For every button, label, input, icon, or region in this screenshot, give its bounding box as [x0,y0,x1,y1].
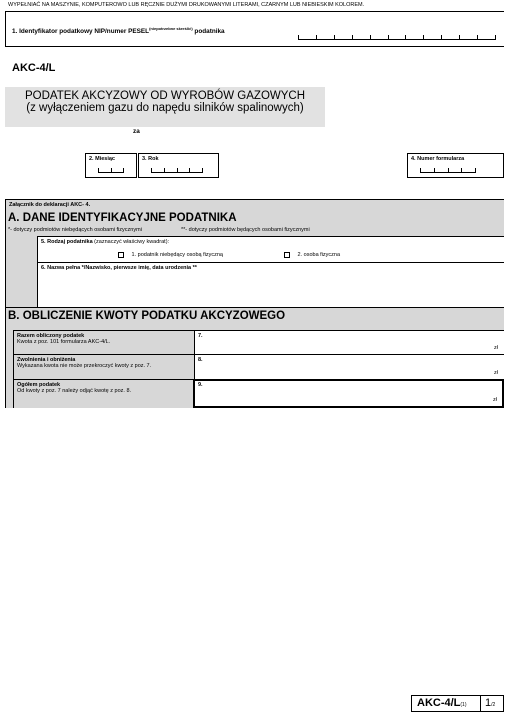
option-natural-person[interactable] [284,252,340,258]
attachment-note: Załącznik do deklaracji AKC- 4. [6,200,504,211]
row-9-amount-field[interactable] [193,379,504,408]
row-8-desc: Wykazana kwota nie może przekroczyć kwoty z poz. 7. [17,363,152,369]
section-a-note-1: *- dotyczy podmiotów niebędących osobami fizycznymi [8,227,142,233]
row-7-number: 7. [198,333,203,339]
comb-tick [316,35,317,39]
month-label: 2. Miesiąc [89,156,115,162]
row-7-unit: zł [494,345,498,351]
title-line-2: (z wyłączeniem gazu do napędu silników spalinowych) [26,102,304,114]
row-9-title: Ogółem podatek [17,382,61,388]
fill-instruction: WYPEŁNIAĆ NA MASZYNIE, KOMPUTEROWO LUB RĘCZNIE DUŻYMI DRUKOWANYMI LITERAMI, CZARNYM LUB NIEBIESKIM KOLOREM. [8,2,365,8]
comb-tick [177,168,178,172]
comb-tick [388,35,389,39]
comb-tick [405,35,406,39]
comb-tick [441,35,442,39]
comb-tick [448,168,449,172]
footer-form-code: AKC-4/L(1) [417,697,467,709]
comb-tick [495,35,496,39]
title-line-1: PODATEK AKCYZOWY OD WYROBÓW GAZOWYCH [24,90,306,102]
comb-tick [334,35,335,39]
row-9-desc: Od kwoty z poz. 7 należy odjąć kwotę z poz. 8. [17,388,132,394]
row-8-number: 8. [198,357,203,363]
comb-tick [164,168,165,172]
option-legal-entity-label: 1. podatnik niebędący osobą fizyczną [131,252,223,259]
comb-tick [434,168,435,172]
comb-tick [420,168,421,172]
option-natural-person-label: 2. osoba fizyczna [297,252,341,259]
footer-box [411,695,504,712]
nip-input[interactable] [298,35,496,40]
row-9-unit: zł [493,397,497,403]
comb-tick [123,168,124,172]
field-5-label: 5. Rodzaj podatnika (zaznaczyć właściwy kwadrat): [41,239,170,245]
comb-tick [461,168,462,172]
comb-tick [202,168,203,172]
section-a-heading: A. DANE IDENTYFIKACYJNE PODATNIKA [8,212,237,224]
section-a-note-2: **- dotyczy podmiotów będących osobami fizycznymi [181,227,310,233]
row-7-description [13,330,194,354]
form-number-input[interactable] [420,168,476,173]
row-8-title: Zwolnienia i obniżenia [17,357,76,363]
field-1-label: 1. Identyfikator podatkowy NIP/numer $PESEL^{(niepotrzebne skreślić)}$ podatnika [12,26,225,36]
year-input[interactable] [151,168,203,173]
comb-tick [459,35,460,39]
month-input[interactable] [98,168,124,173]
comb-tick [298,35,299,39]
comb-tick [151,168,152,172]
field-5-box [37,236,504,262]
row-7-amount-field[interactable] [194,330,504,354]
comb-tick [423,35,424,39]
section-b-heading: B. OBLICZENIE KWOTY PODATKU AKCYZOWEGO [8,310,286,322]
year-box[interactable] [138,153,219,178]
comb-tick [189,168,190,172]
row-9-description [13,379,194,408]
comb-tick [475,168,476,172]
field-1-box [5,11,504,47]
field-6-label: 6. Nazwa pełna */Nazwisko, pierwsze imię, data urodzenia ** [41,265,197,271]
row-8-description [13,354,194,379]
form-code: AKC-4/L [12,62,56,74]
comb-tick [477,35,478,39]
row-8-amount-field[interactable] [194,354,504,379]
form-number-box[interactable] [407,153,504,178]
row-7-desc: Kwota z poz. 101 formularza AKC-4/L. [17,339,111,345]
section-a-margin [6,236,37,307]
section-b-header [6,307,504,330]
comb-tick [352,35,353,39]
comb-tick [370,35,371,39]
section-b-margin [6,330,13,408]
za-label: za [133,128,140,135]
option-legal-entity-checkbox[interactable] [118,252,124,258]
row-7-title: Razem obliczony podatek [17,333,85,339]
month-box[interactable] [85,153,137,178]
section-a-header [6,211,504,236]
option-legal-entity[interactable] [118,252,223,258]
footer-divider [480,696,481,711]
field-6-box[interactable] [37,262,504,307]
row-9-number: 9. [198,382,203,388]
title-box [5,87,325,127]
row-8-unit: zł [494,370,498,376]
option-natural-person-checkbox[interactable] [284,252,290,258]
comb-tick [111,168,112,172]
footer-page: 1/2 [485,697,496,709]
year-label: 3. Rok [142,156,159,162]
form-number-label: 4. Numer formularza [411,156,465,162]
comb-tick [98,168,99,172]
